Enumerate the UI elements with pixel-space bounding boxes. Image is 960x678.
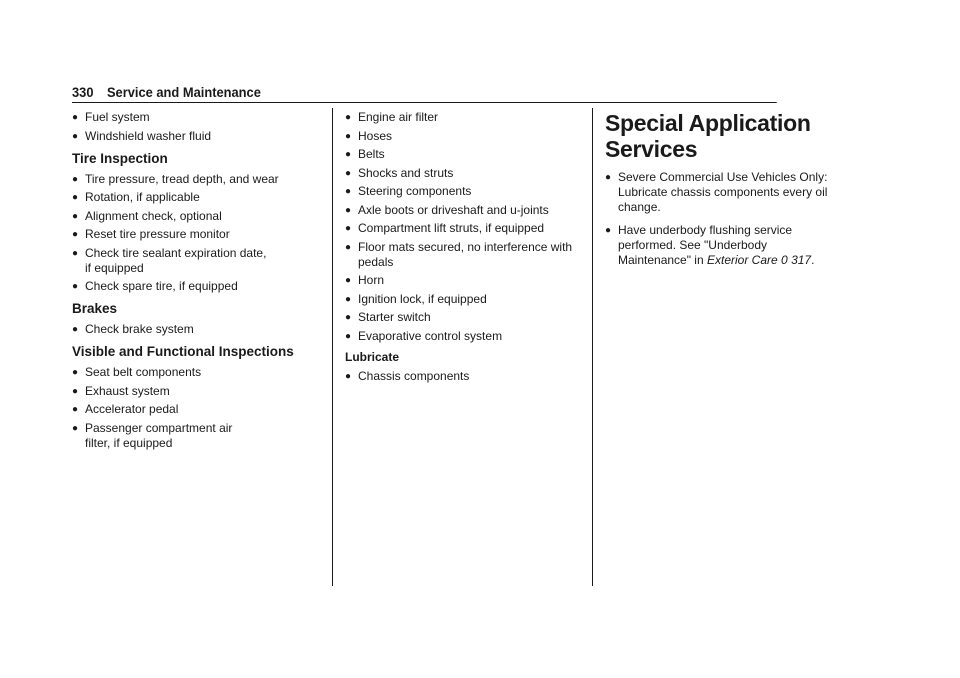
bullet-list <box>345 110 580 344</box>
bullet-icon: ● <box>345 130 352 142</box>
list-item: ● Fuel system <box>72 110 150 124</box>
section-heading: Brakes <box>72 301 118 316</box>
bullet-icon: ● <box>72 324 79 335</box>
bullet-icon: ● <box>72 229 79 240</box>
section-title: Service and Maintenance <box>106 84 261 100</box>
bullet-icon: ● <box>345 275 352 286</box>
bullet-icon: ● <box>345 112 352 123</box>
list-item: ● Starter switch <box>345 310 431 324</box>
bullet-icon: ● <box>345 186 352 197</box>
column-divider <box>592 108 593 586</box>
list-item: ● Hoses <box>345 128 393 143</box>
list-item: ● Horn <box>345 273 385 287</box>
list-item: ● Compartment lift struts, if equipped <box>345 221 545 235</box>
bullet-list <box>72 365 317 451</box>
list-item: ● Check tire sealant expiration date, if equipped <box>72 245 267 275</box>
bullet-icon: ● <box>72 210 79 222</box>
bullet-list <box>72 172 317 295</box>
column-right <box>605 110 840 272</box>
page-section-title: Special Application Services <box>605 110 811 162</box>
subsection-heading: Lubricate <box>345 349 400 364</box>
bullet-list <box>72 110 317 144</box>
bullet-icon: ● <box>72 192 79 203</box>
reference-page-number[interactable]: 317 <box>791 253 812 267</box>
page-number: 330 <box>72 84 94 100</box>
bullet-list <box>72 322 317 337</box>
bullet-icon: ● <box>72 247 79 259</box>
bullet-icon: ● <box>345 167 352 179</box>
bullet-icon: ● <box>72 130 79 142</box>
bullet-icon: ● <box>72 422 79 434</box>
column-divider <box>332 108 333 586</box>
list-item: ● Tire pressure, tread depth, and wear <box>72 171 279 186</box>
list-item: ● Chassis components <box>345 368 470 383</box>
bullet-icon: ● <box>72 173 79 185</box>
list-item: ● Rotation, if applicable <box>72 190 200 204</box>
bullet-list <box>605 170 840 268</box>
list-item: ● Axle boots or driveshaft and u-joints <box>345 202 549 217</box>
bullet-icon: ● <box>345 223 352 234</box>
column-middle <box>345 110 580 387</box>
bullet-icon: ● <box>72 367 79 378</box>
list-item: ● Seat belt components <box>72 365 202 379</box>
bullet-icon: ● <box>345 204 352 216</box>
list-item: ● Shocks and struts <box>345 165 454 180</box>
bullet-icon: ● <box>72 112 79 123</box>
list-item: ● Accelerator pedal <box>72 402 179 416</box>
page-header <box>72 84 777 103</box>
cross-reference-link[interactable]: Exterior Care <box>707 253 778 267</box>
list-item: ● Windshield washer fluid <box>72 128 212 143</box>
bullet-icon: ● <box>72 404 79 415</box>
bullet-icon: ● <box>345 241 352 253</box>
list-item: ● Reset tire pressure monitor <box>72 227 230 241</box>
list-item: ● Have underbody flushing service performed. See "Underbody Maintenance" in Exterior Care 0 317. <box>605 223 815 267</box>
page-arrow-icon: 0 <box>781 253 788 267</box>
list-item: ● Evaporative control system <box>345 328 503 343</box>
section-heading: Visible and Functional Inspections <box>72 344 294 359</box>
bullet-icon: ● <box>345 312 352 323</box>
list-item: ● Steering components <box>345 184 472 198</box>
bullet-icon: ● <box>345 370 352 382</box>
bullet-icon: ● <box>605 172 612 183</box>
list-item: ● Engine air filter <box>345 110 439 124</box>
bullet-icon: ● <box>345 149 352 160</box>
list-item: ● Severe Commercial Use Vehicles Only: Lubricate chassis components every oil change. <box>605 170 828 214</box>
bullet-icon: ● <box>72 385 79 397</box>
list-item: ● Check spare tire, if equipped <box>72 279 238 293</box>
bullet-list <box>345 369 580 384</box>
bullet-icon: ● <box>345 330 352 342</box>
bullet-icon: ● <box>72 281 79 292</box>
list-item: ● Belts <box>345 147 385 161</box>
section-heading: Tire Inspection <box>72 150 168 166</box>
list-item: ● Passenger compartment air filter, if equipped <box>72 420 233 450</box>
list-item: ● Check brake system <box>72 322 194 336</box>
bullet-icon: ● <box>345 293 352 305</box>
column-left <box>72 110 317 454</box>
list-item: ● Exhaust system <box>72 383 170 398</box>
list-item: ● Alignment check, optional <box>72 208 222 223</box>
list-item: ● Ignition lock, if equipped <box>345 291 487 306</box>
list-item: ● Floor mats secured, no interference with pedals <box>345 239 573 269</box>
bullet-icon: ● <box>605 225 612 236</box>
